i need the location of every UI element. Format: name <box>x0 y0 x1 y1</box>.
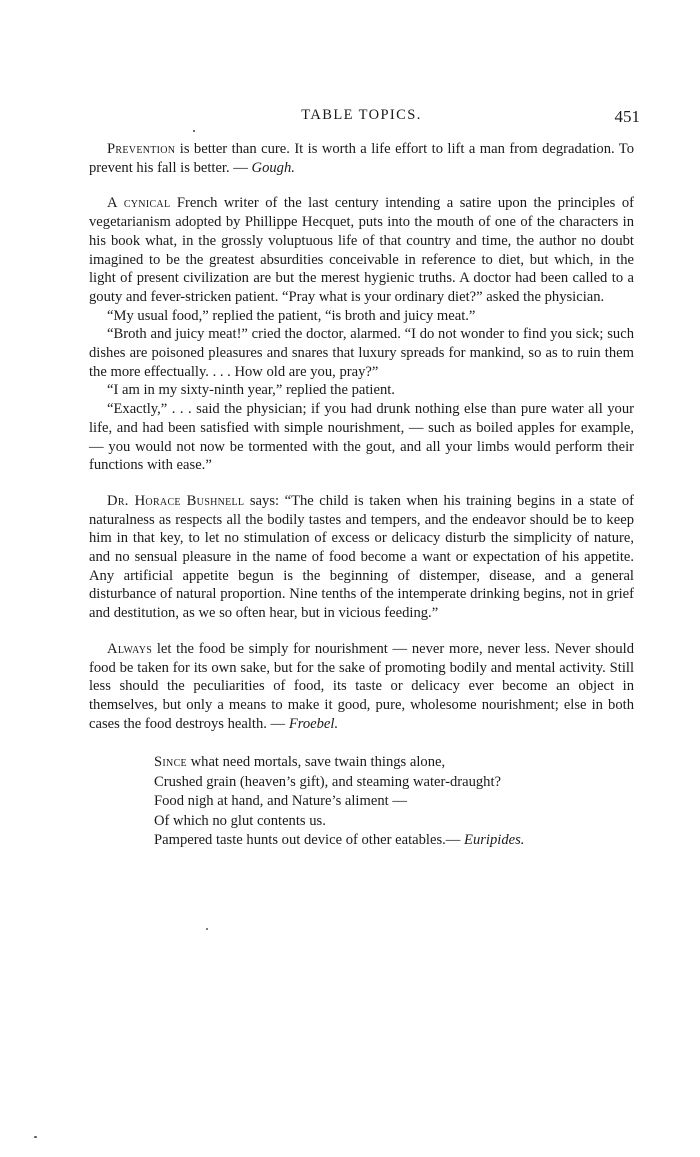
paragraph-always <box>89 640 634 734</box>
lead-word: A cynical <box>107 195 171 212</box>
dialogue-line: “Exactly,” . . . said the physician; if you had drunk nothing else than pure water all your life, and had been satisfied with simple nourishment, — such as boiled apples for example, — you would not now be tormented with the gout, and all your limbs would perform their functions with ease.” <box>89 401 634 474</box>
dialogue-line: “My usual food,” replied the patient, “is broth and juicy meat.” <box>107 307 476 324</box>
page <box>89 104 640 851</box>
lead-word: Prevention <box>107 141 176 157</box>
lead-word: Dr. Horace Bushnell <box>107 492 245 509</box>
page-number: 451 <box>614 107 640 126</box>
paragraph-body: French writer of the last century intending a satire upon the principles of vegetarianism adopted by Phillippe Hecquet, puts into the mouth of one of the characters in his book what, in the grossly voluptuous life of that country and time, the author no doubt imagined to be the greatest absurdities conceivable in reference to diet, but which, in the light of present civilization are but the merest hygienic truths. A doctor had been called to a gouty and fever-stricken patient. “Pray what is your ordinary diet?” asked the physician. <box>89 195 634 305</box>
poem-line <box>154 831 634 851</box>
running-head: TABLE TOPICS. <box>301 107 422 123</box>
dialogue-line: “Broth and juicy meat!” cried the doctor, alarmed. “I do not wonder to find you sick; such dishes are poisoned pleasures and snares that luxury spreads for mankind, so as to ruin them the more effectually. . . . How old are you, pray?” <box>89 326 634 380</box>
paragraph-body: let the food be simply for nourishment — never more, never less. Never should food be taken for its own sake, but for the sake of promoting bodily and mental activity. Still less should the peculiarities of food, its taste or delicacy ever become an object in themselves, but only a means to make it good, pure, wholesome nourishment; else in both cases the food destroys health. — <box>89 640 634 732</box>
print-speck <box>34 1136 37 1138</box>
paragraph-bushnell <box>89 492 634 623</box>
paragraph-body: is better than cure. It is worth a life effort to lift a man from degradation. To prevent his fall is better. — <box>89 141 634 176</box>
dialogue-line: “I am in my sixty-ninth year,” replied the patient. <box>107 382 395 399</box>
poem-line: Food nigh at hand, and Nature’s aliment — <box>154 793 407 810</box>
poem-line-text: Pampered taste hunts out device of other eatables.— <box>154 832 465 849</box>
paragraph-body: says: “The child is taken when his training begins in a state of naturalness as respects all the bodily tastes and tempers, and the endeavor should be to keep him in that key, to let no stimulation of excess or delicacy disturb the simplicity of nature, and no sensual pleasure in the name of food become a want or expectation of his appetite. Any artificial appetite begun is the beginning of distemper, disease, and a general disturbance of natural proportion. Nine tenths of the intemperate drinking begins, not in grief and destitution, as we so often hear, but in vicious feeding.” <box>89 492 634 622</box>
poem-line: Crushed grain (heaven’s gift), and steaming water-draught? <box>154 773 502 790</box>
poem-line-text: what need mortals, save twain things alone, <box>186 754 446 771</box>
paragraph-prevention <box>89 140 634 177</box>
page-header <box>89 104 640 130</box>
paragraph-cynical <box>89 194 634 306</box>
attribution: Euripides. <box>464 832 525 849</box>
poem <box>89 753 634 851</box>
lead-word: Always <box>107 640 153 657</box>
poem-line <box>154 753 634 773</box>
print-speck <box>193 130 195 132</box>
print-speck <box>206 928 208 930</box>
poem-line: Of which no glut contents us. <box>154 812 326 829</box>
attribution: Froebel. <box>288 715 339 732</box>
lead-word: Since <box>154 754 187 771</box>
attribution: Gough. <box>251 159 295 176</box>
